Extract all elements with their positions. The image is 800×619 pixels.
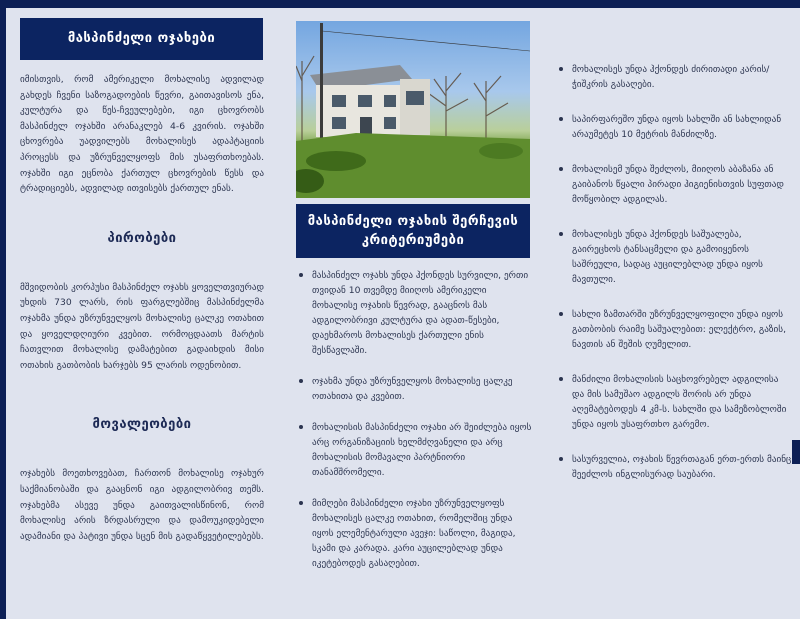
left-border (0, 0, 6, 619)
conditions-heading: პირობები (107, 230, 177, 246)
list-item: მასპინძელ ოჯახს უნდა ჰქონდეს სურვილი, ერთი თვიდან 10 თვემდე მიიღოს ამერიკელი მოხალისე ოჯახის წევრად, გააცნოს მას ადგილობრივი კულტურა და ადათ-წესები, დაეხმაროს მოხალისეს ქართული ენის შესწავლაში. (296, 268, 532, 358)
host-families-paragraph: იმისთვის, რომ ამერიკელი მოხალისე ადვილად გახდეს ჩვენი საზოგადოების წევრი, გაითავისოს ენა, კულტურა და წეს-ჩვეულებები, იგი ცხოვრობს მასპინძელ ოჯახში არანაკლებ 4-6 კვირის. ოჯახში ცხოვრება უადვილებს მოხალისეს ადაპტაციის პროცესს და უზრუნველყოფს მის უსაფრთხოებას. ოჯახში იგი ეცნობა ქართულ ცხოვრების წესს და ტრადიციებს, ადვილად ითვისებს ქართულ ენას. (20, 74, 264, 195)
conditions-paragraph: მშვიდობის კორპუსი მასპინძელ ოჯახს ყოველთვიურად უხდის 730 ლარს, რის ფარგლებშიც მასპინძელმა ოჯახმა უნდა უზრუნველყოს მოხალისე ცალკე ოთახით და ყოველდღიური კვებით. ორმოცდაათს მარტის ჩათვლით მოხალისე დამატებით გადაიხდის მისი ოთახის გათბობის ხარჯებს 95 ლარის ოდენობით. (20, 281, 264, 371)
left-column (20, 18, 264, 544)
right-column (556, 62, 792, 502)
list-item: საპირფარეშო უნდა იყოს სახლში ან სახლიდან არაუმეტეს 10 მეტრის მანძილზე. (556, 112, 792, 142)
criteria-list-right (556, 62, 792, 482)
house-photo (296, 21, 530, 198)
list-item: მოხალისემ უნდა შეძლოს, მიიღოს აბაზანა ან გაიბანოს წყალი პირადი ჰიგიენისთვის სუფთად მოწყობილ ადგილას. (556, 162, 792, 207)
list-item: ოჯახმა უნდა უზრუნველყოს მოხალისე ცალკე ოთახითა და კვებით. (296, 374, 532, 404)
middle-column (296, 21, 532, 587)
list-item: მოხალისის მასპინძელი ოჯახი არ შეიძლება იყოს არც ორგანიზაციის ხელმძღვანელი და არც მოხალისის მომავალი პარტნიორი თანამშრომელი. (296, 420, 532, 480)
host-families-title: მასპინძელი ოჯახები (20, 18, 263, 60)
criteria-list-left (296, 268, 532, 571)
duties-heading: მოვალეობები (92, 417, 192, 433)
house-photo-illustration (296, 21, 530, 198)
list-item: მიმღები მასპინძელი ოჯახი უზრუნველყოფს მოხალისეს ცალკე ოთახით, რომელშიც უნდა იყოს ელემენტარული ავეჯი: საწოლი, მაგიდა, სკამი და კარადა. კარი აუცილებლად უნდა იკეტებოდეს გასაღებით. (296, 496, 532, 571)
list-item: სასურველია, ოჯახის წევრთაგან ერთ-ერთს მაინც შეეძლოს ინგლისურად საუბარი. (556, 452, 792, 482)
criteria-title: მასპინძელი ოჯახის შერჩევის კრიტერიუმები (296, 204, 530, 258)
list-item: მოხალისეს უნდა ჰქონდეს საშუალება, გაირეცხოს ტანსაცმელი და გამოიყენოს საშრეული, სადაც აუცილებლად უნდა იყოს მავთული. (556, 227, 792, 287)
list-item: მანძილი მოხალისის საცხოვრებელ ადგილისა და მის სამუშაო ადგილს შორის არ უნდა აღემატებოდეს 4 კმ-ს. სახლში და სამეზობლოში უნდა იყოს უსაფრთხო გარემო. (556, 372, 792, 432)
list-item: სახლი ზამთარში უზრუნველყოფილი უნდა იყოს გათბობის რაიმე საშუალებით: ელექტრო, გაზის, ნავთის ან შეშის ღუმელით. (556, 307, 792, 352)
list-item: მოხალისეს უნდა ჰქონდეს ძირითადი კარის/ჭიშკრის გასაღები. (556, 62, 792, 92)
top-border (0, 0, 800, 8)
right-edge-strip (792, 440, 800, 464)
duties-paragraph: ოჯახებს მოეთხოვებათ, ჩართონ მოხალისე ოჯახურ საქმიანობაში და გააცნონ იგი ადგილობრივ თემს. ოჯახებმა ასევე უნდა გაითვალისწინონ, რომ მოხალისე არის ზრდასრული და დამოუკიდებელი ადამიანი და პატივი უნდა სცენ მის გადაწყვეტილებებს. (20, 468, 264, 542)
